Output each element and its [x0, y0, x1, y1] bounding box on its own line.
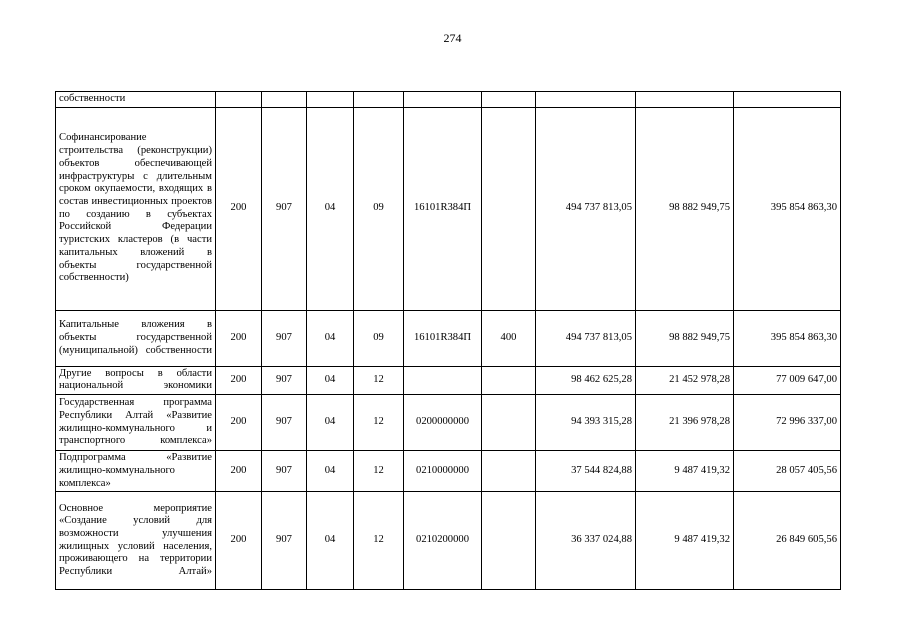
cell-rzpr: 200 — [216, 395, 262, 451]
cell-rz: 04 — [307, 366, 354, 394]
cell-pr: 12 — [354, 451, 404, 492]
cell-total: 37 544 824,88 — [536, 451, 636, 492]
cell-pr: 09 — [354, 107, 404, 310]
table-row — [56, 366, 841, 394]
row-name: Государственная программа Республики Алтай «Развитие жилищно-коммунального и транспортного комплекса» — [56, 395, 216, 451]
cell-pr: 12 — [354, 492, 404, 590]
budget-table — [55, 91, 841, 590]
cell-amount-b: 26 849 605,56 — [734, 492, 841, 590]
cell-ved: 907 — [262, 310, 307, 366]
cell-vr — [482, 451, 536, 492]
cell-amount-a: 21 396 978,28 — [636, 395, 734, 451]
table-row — [56, 92, 841, 108]
cell-amount-b: 77 009 647,00 — [734, 366, 841, 394]
cell-csr: 16101R384П — [404, 310, 482, 366]
cell-csr: 0210000000 — [404, 451, 482, 492]
cell-vr — [482, 395, 536, 451]
row-name: собственности — [56, 92, 216, 108]
table-row — [56, 395, 841, 451]
cell-rzpr: 200 — [216, 492, 262, 590]
cell-amount-a: 9 487 419,32 — [636, 451, 734, 492]
cell-total: 98 462 625,28 — [536, 366, 636, 394]
cell-ved — [262, 92, 307, 108]
cell-rzpr: 200 — [216, 310, 262, 366]
cell-csr: 16101R384П — [404, 107, 482, 310]
cell-pr: 12 — [354, 366, 404, 394]
row-name: Подпрограмма «Развитие жилищно-коммунального комплекса» — [56, 451, 216, 492]
cell-ved: 907 — [262, 395, 307, 451]
cell-csr — [404, 92, 482, 108]
cell-ved: 907 — [262, 107, 307, 310]
cell-ved: 907 — [262, 451, 307, 492]
cell-amount-a — [636, 92, 734, 108]
cell-total: 494 737 813,05 — [536, 107, 636, 310]
cell-csr: 0200000000 — [404, 395, 482, 451]
cell-vr — [482, 92, 536, 108]
cell-amount-b: 395 854 863,30 — [734, 107, 841, 310]
row-name: Софинансирование строительства (реконструкции) объектов обеспечивающей инфраструктуры с длительным сроком окупаемости, входящих в состав инвестиционных проектов по созданию в субъектах Российской Федерации туристских кластеров (в части капитальных вложений в объекты государственной собственности) — [56, 107, 216, 310]
table-row — [56, 107, 841, 310]
row-name: Другие вопросы в области национальной экономики — [56, 366, 216, 394]
cell-amount-a: 98 882 949,75 — [636, 107, 734, 310]
cell-rz: 04 — [307, 310, 354, 366]
cell-pr — [354, 92, 404, 108]
cell-rz: 04 — [307, 451, 354, 492]
cell-ved: 907 — [262, 366, 307, 394]
cell-rzpr: 200 — [216, 366, 262, 394]
cell-rz: 04 — [307, 492, 354, 590]
cell-vr: 400 — [482, 310, 536, 366]
table-row — [56, 310, 841, 366]
cell-rzpr: 200 — [216, 107, 262, 310]
table-row — [56, 492, 841, 590]
cell-vr — [482, 366, 536, 394]
cell-pr: 12 — [354, 395, 404, 451]
cell-vr — [482, 107, 536, 310]
cell-rz: 04 — [307, 107, 354, 310]
cell-total: 494 737 813,05 — [536, 310, 636, 366]
cell-rzpr: 200 — [216, 451, 262, 492]
cell-amount-b — [734, 92, 841, 108]
cell-amount-a: 21 452 978,28 — [636, 366, 734, 394]
cell-csr: 0210200000 — [404, 492, 482, 590]
table-row — [56, 451, 841, 492]
page-number: 274 — [443, 31, 462, 45]
cell-amount-b: 28 057 405,56 — [734, 451, 841, 492]
cell-amount-a: 98 882 949,75 — [636, 310, 734, 366]
cell-rz — [307, 92, 354, 108]
cell-pr: 09 — [354, 310, 404, 366]
cell-vr — [482, 492, 536, 590]
cell-total — [536, 92, 636, 108]
cell-total: 94 393 315,28 — [536, 395, 636, 451]
cell-amount-a: 9 487 419,32 — [636, 492, 734, 590]
cell-ved: 907 — [262, 492, 307, 590]
cell-rz: 04 — [307, 395, 354, 451]
cell-rzpr — [216, 92, 262, 108]
cell-amount-b: 395 854 863,30 — [734, 310, 841, 366]
cell-csr — [404, 366, 482, 394]
cell-total: 36 337 024,88 — [536, 492, 636, 590]
row-name: Основное мероприятие «Создание условий для возможности улучшения жилищных условий населения, проживающего на территории Республики Алтай» — [56, 492, 216, 590]
row-name: Капитальные вложения в объекты государственной (муниципальной) собственности — [56, 310, 216, 366]
cell-amount-b: 72 996 337,00 — [734, 395, 841, 451]
